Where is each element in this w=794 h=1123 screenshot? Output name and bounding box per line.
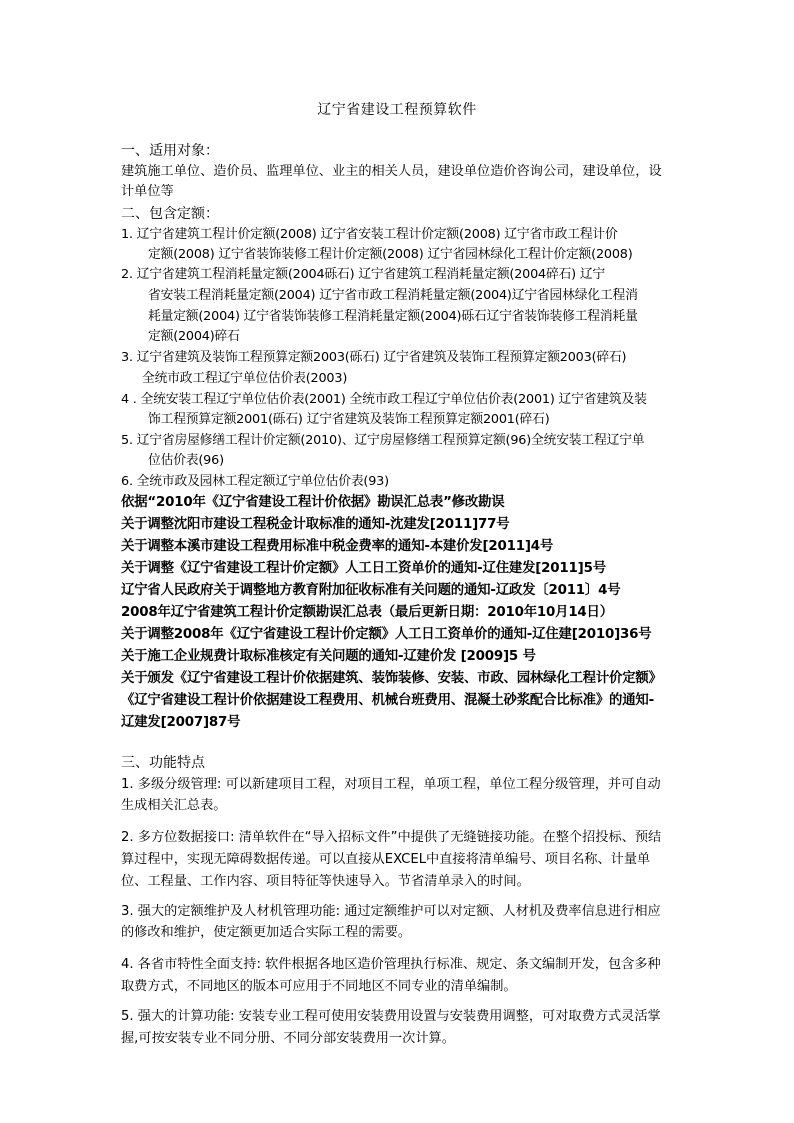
feature-line: 3. 强大的定额维护及人材机管理功能: 通过定额维护可以对定额、人材机及费率信息进行相应 [121, 904, 661, 919]
quota-item: 定额(2008) 辽宁省装饰装修工程计价定额(2008) 辽宁省园林绿化工程计价定额(2008) [148, 247, 633, 262]
feature-line: 生成相关汇总表。 [121, 798, 227, 813]
feature-line: 1. 多级分级管理: 可以新建项目工程，对项目工程，单项工程，单位工程分级管理，并可自动 [121, 777, 661, 792]
notice-line: 《辽宁省建设工程计价依据建设工程费用、机械台班费用、混凝土砂浆配合比标准》的通知- [121, 693, 654, 708]
section-heading-features: 三、功能特点 [121, 755, 205, 771]
feature-line: 算过程中，实现无障碍数据传递。可以直接从EXCEL中直接将清单编号、项目名称、计量单 [121, 852, 651, 867]
quota-item: 饰工程预算定额2001(砾石) 辽宁省建筑及装饰工程预算定额2001(碎石) [148, 412, 550, 427]
quota-item: 全统市政工程辽宁单位估价表(2003) [142, 371, 348, 386]
quota-item: 耗量定额(2004) 辽宁省装饰装修工程消耗量定额(2004)砾石辽宁省装饰装修工程消耗量 [148, 309, 638, 324]
page-title: 辽宁省建设工程预算软件 [317, 102, 477, 118]
paragraph-line: 计单位等 [121, 184, 174, 199]
section-heading-applicable: 一、适用对象： [121, 143, 219, 159]
notice-line: 关于调整《辽宁省建设工程计价定额》人工日工资单价的通知-辽住建发[2011]5号 [121, 561, 606, 576]
notice-line: 关于颁发《辽宁省建设工程计价依据建筑、装饰装修、安装、市政、园林绿化工程计价定额》 [121, 671, 662, 686]
notice-line: 关于调整2008年《辽宁省建设工程计价定额》人工日工资单价的通知-辽住建[2010]36号 [121, 627, 652, 642]
quota-item: 3. 辽宁省建筑及装饰工程预算定额2003(砾石) 辽宁省建筑及装饰工程预算定额2003(碎石) [121, 350, 627, 365]
quota-item: 6. 全统市政及园林工程定额辽宁单位估价表(93) [121, 474, 389, 489]
section-heading-quotas: 二、包含定额： [121, 206, 219, 222]
quota-item: 4 . 全统安装工程辽宁单位估价表(2001) 全统市政工程辽宁单位估价表(2001) 辽宁省建筑及装 [121, 392, 647, 407]
feature-line: 取费方式，不同地区的版本可应用于不同地区不同专业的清单编制。 [121, 979, 517, 994]
notice-line: 关于施工企业规费计取标准核定有关问题的通知-辽建价发 [2009]5 号 [121, 649, 536, 664]
notice-line: 关于调整沈阳市建设工程税金计取标准的通知-沈建发[2011]77号 [121, 517, 510, 532]
notice-line: 依据“2010年《辽宁省建设工程计价依据》勘误汇总表”修改勘误 [121, 495, 505, 510]
feature-line: 的修改和维护，使定额更加适合实际工程的需要。 [121, 925, 412, 940]
notice-line: 关于调整本溪市建设工程费用标准中税金费率的通知-本建价发[2011]4号 [121, 539, 554, 554]
quota-item: 定额(2004)碎石 [148, 329, 240, 344]
notice-line: 辽建发[2007]87号 [121, 715, 241, 730]
quota-item: 2. 辽宁省建筑工程消耗量定额(2004砾石) 辽宁省建筑工程消耗量定额(2004碎石) 辽宁 [121, 267, 606, 282]
notice-line: 辽宁省人民政府关于调整地方教育附加征收标准有关问题的通知-辽政发〔2011〕4号 [121, 583, 621, 598]
quota-item: 省安装工程消耗量定额(2004) 辽宁省市政工程消耗量定额(2004)辽宁省园林绿化工程消 [148, 288, 638, 303]
feature-line: 位、工程量、工作内容、项目特征等快速导入。节省清单录入的时间。 [121, 874, 530, 889]
feature-line: 2. 多方位数据接口: 清单软件在“导入招标文件”中提供了无缝链接功能。在整个招投标、预结 [121, 830, 662, 845]
feature-line: 5. 强大的计算功能: 安装专业工程可使用安装费用设置与安装费用调整，可对取费方式灵活掌 [121, 1009, 661, 1024]
quota-item: 位估价表(96) [148, 453, 224, 468]
feature-line: 握,可按安装专业不同分册、不同分部安装费用一次计算。 [121, 1031, 455, 1046]
quota-item: 5. 辽宁省房屋修缮工程计价定额(2010)、辽宁房屋修缮工程预算定额(96)全统安装工程辽宁单 [121, 433, 645, 448]
feature-line: 4. 各省市特性全面支持: 软件根据各地区造价管理执行标准、规定、条文编制开发，包含多种 [121, 957, 661, 972]
notice-line: 2008年辽宁省建筑工程计价定额勘误汇总表（最后更新日期：2010年10月14日） [121, 605, 613, 620]
paragraph-line: 建筑施工单位、造价员、监理单位、业主的相关人员，建设单位造价咨询公司，建设单位，设 [121, 164, 662, 179]
quota-item: 1. 辽宁省建筑工程计价定额(2008) 辽宁省安装工程计价定额(2008) 辽宁省市政工程计价 [121, 227, 618, 242]
